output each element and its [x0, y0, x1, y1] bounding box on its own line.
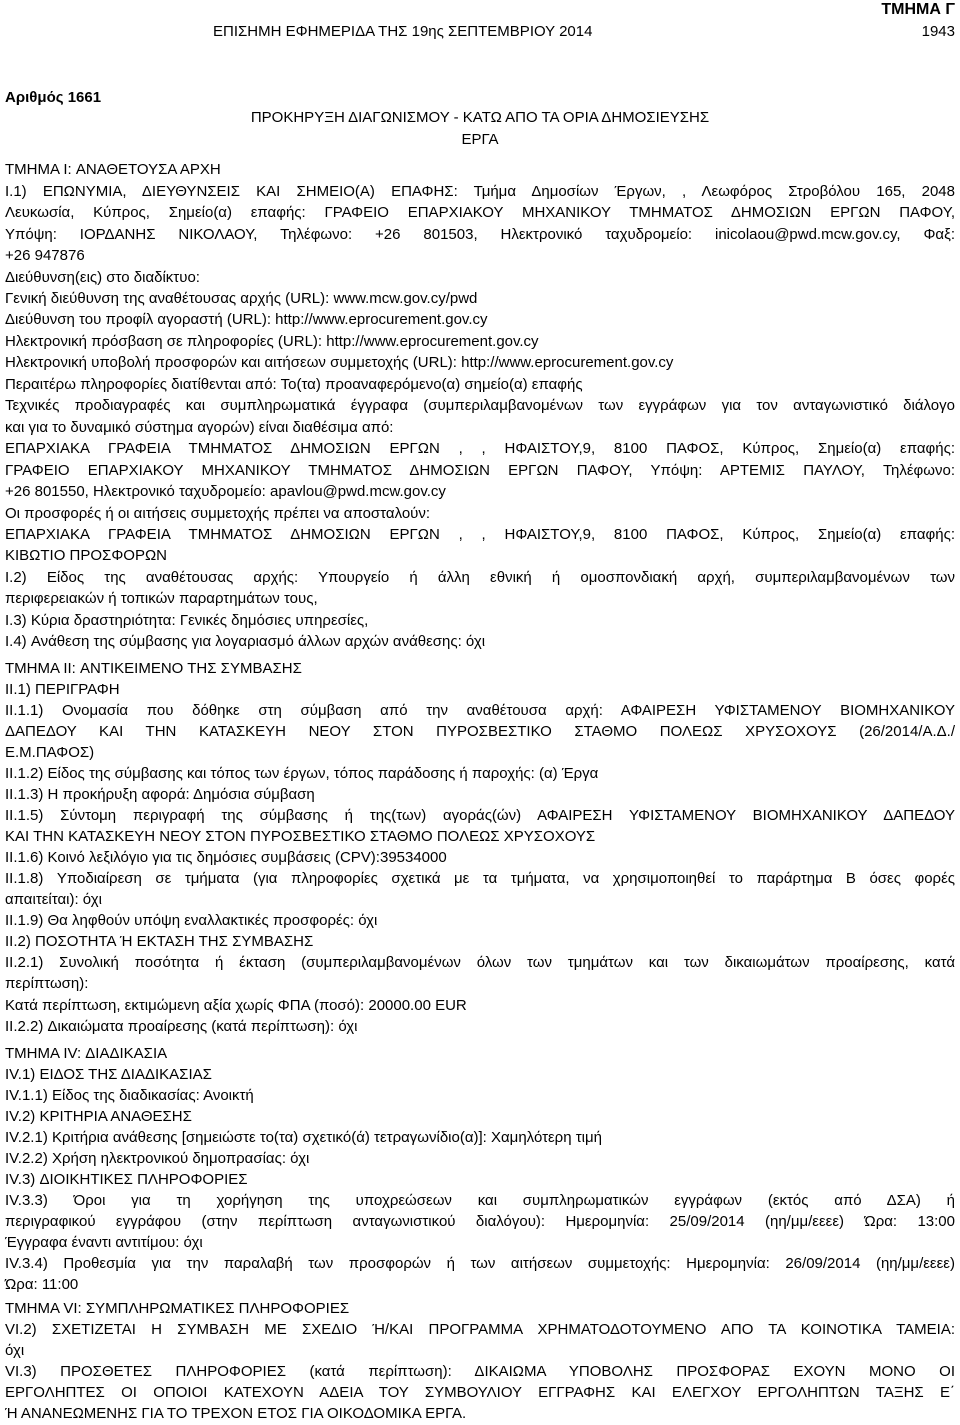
- section-complementary-information: [5, 1299, 955, 1424]
- section-contracting-authority: [5, 159, 955, 652]
- paragraph-line: II.2) ΠΟΣΟΤΗΤΑ Ή ΕΚΤΑΣΗ ΤΗΣ ΣΥΜΒΑΣΗΣ: [5, 933, 314, 951]
- paragraph-line: ΕΠΑΡΧΙΑΚΑ ΓΡΑΦΕΙΑ ΤΜΗΜΑΤΟΣ ΔΗΜΟΣΙΩΝ ΕΡΓΩΝ , , ΗΦΑΙΣΤΟΥ,9, 8100 ΠΑΦΟΣ, Κύπρος, Σημείο(α) επαφής:: [5, 526, 955, 543]
- paragraph-line: ΕΠΑΡΧΙΑΚΑ ΓΡΑΦΕΙΑ ΤΜΗΜΑΤΟΣ ΔΗΜΟΣΙΩΝ ΕΡΓΩΝ , , ΗΦΑΙΣΤΟΥ,9, 8100 ΠΑΦΟΣ, Κύπρος, Σημείο(α) επαφής:: [5, 440, 955, 458]
- paragraph-line: I.2) Είδος της αναθέτουσας αρχής: Υπουργείο ή άλλη εθνική ή ομοσπονδιακή αρχή, συμπεριλαμβανομένων των: [5, 568, 955, 586]
- paragraph-line: II.2.1) Συνολική ποσότητα ή έκταση (συμπεριλαμβανομένων όλων των τμημάτων και των δικαιωμάτων προαίρεσης, κατά: [5, 954, 955, 972]
- paragraph-line: II.1.2) Είδος της σύμβασης και τόπος των έργων, τόπος παράδοσης ή παροχής: (α) Έργα: [5, 764, 599, 782]
- paragraph-line: Περαιτέρω πληροφορίες διατίθενται από: Το(τα) προαναφερόμενο(α) σημείο(α) επαφής: [5, 375, 583, 393]
- paragraph-line: +26 947876: [5, 247, 85, 265]
- section-heading: ΤΜΗΜΑ VI: ΣΥΜΠΛΗΡΩΜΑΤΙΚΕΣ ΠΛΗΡΟΦΟΡΙΕΣ: [5, 1300, 350, 1317]
- paragraph-line: II.2.2) Δικαιώματα προαίρεσης (κατά περίπτωση): όχι: [5, 1017, 358, 1035]
- paragraph-line: II.1.6) Κοινό λεξιλόγιο για τις δημόσιες συμβάσεις (CPV):39534000: [5, 849, 447, 867]
- paragraph-line: IV.3.3) Όροι για τη χορήγηση της υποχρεώσεων και συμπληρωματικών εγγράφων (εκτός από ΔΣΑ) ή: [5, 1191, 955, 1209]
- paragraph-line: Γενική διεύθυνση της αναθέτουσας αρχής (URL): www.mcw.gov.cy/pwd: [5, 290, 478, 308]
- paragraph-line: +26 801550, Ηλεκτρονικό ταχυδρομείο: apavlou@pwd.mcw.gov.cy: [5, 483, 446, 501]
- paragraph-line: Ώρα: 11:00: [5, 1275, 79, 1293]
- notice-title-line: ΕΡΓΑ: [461, 131, 499, 148]
- paragraph-line: Ή ΑΝΑΝΕΩΜΕΝΗΣ ΓΙΑ ΤΟ ΤΡΕΧΟΝ ΕΤΟΣ ΓΙΑ ΟΙΚΟΔΟΜΙΚΑ ΕΡΓΑ.: [5, 1404, 467, 1422]
- paragraph-line: απαιτείται): όχι: [5, 891, 102, 909]
- paragraph-line: Λευκωσία, Κύπρος, Σημείο(α) επαφής: ΓΡΑΦΕΙΟ ΕΠΑΡΧΙΑΚΟΥ ΜΗΧΑΝΙΚΟΥ ΤΜΗΜΑΤΟΣ ΔΗΜΟΣΙΩΝ ΕΡΓΩΝ ΠΑΦΟΥ,: [5, 204, 955, 222]
- paragraph-line: περιφερειακών ή τοπικών παραρτημάτων τους,: [5, 590, 318, 608]
- paragraph-line: IV.3) ΔΙΟΙΚΗΤΙΚΕΣ ΠΛΗΡΟΦΟΡΙΕΣ: [5, 1170, 248, 1188]
- paragraph-line: ΓΡΑΦΕΙΟ ΕΠΑΡΧΙΑΚΟΥ ΜΗΧΑΝΙΚΟΥ ΤΜΗΜΑΤΟΣ ΔΗΜΟΣΙΩΝ ΕΡΓΩΝ ΠΑΦΟΥ, Υπόψη: ΑΡΤΕΜΙΣ ΠΑΥΛΟΥ, Τηλέφωνο:: [5, 461, 955, 479]
- paragraph-line: IV.2.1) Κριτήρια ανάθεσης [σημειώστε το(τα) σχετικό(ά) τετραγωνίδιο(α)]: Χαμηλότερη τιμή: [5, 1128, 602, 1146]
- notice-title-line: ΠΡΟΚΗΡΥΞΗ ΔΙΑΓΩΝΙΣΜΟΥ - ΚΑΤΩ ΑΠΟ ΤΑ ΟΡΙΑ ΔΗΜΟΣΙΕΥΣΗΣ: [250, 109, 710, 126]
- paragraph-line: Οι προσφορές ή οι αιτήσεις συμμετοχής πρέπει να αποσταλούν:: [5, 504, 431, 522]
- paragraph-line: Διεύθυνση του προφίλ αγοραστή (URL): http://www.eprocurement.gov.cy: [5, 311, 488, 329]
- section-heading: ΤΜΗΜΑ IV: ΔΙΑΔΙΚΑΣΙΑ: [5, 1044, 168, 1062]
- paragraph-line: I.3) Κύρια δραστηριότητα: Γενικές δημόσιες υπηρεσίες,: [5, 611, 369, 629]
- paragraph-line: Τεχνικές προδιαγραφές και συμπληρωματικά έγγραφα (συμπεριλαμβανομένων των εγγράφων για τον ανταγωνιστικό διάλογο: [5, 397, 955, 415]
- notice-number: Αριθμός 1661: [5, 89, 102, 106]
- paragraph-line: Ηλεκτρονική υποβολή προσφορών και αιτήσεων συμμετοχής (URL): http://www.eprocurement.gov.cy: [5, 354, 674, 372]
- paragraph-line: Ε.Μ.ΠΑΦΟΣ): [5, 743, 95, 761]
- paragraph-line: όχι: [5, 1341, 25, 1359]
- gazette-title: ΕΠΙΣΗΜΗ ΕΦΗΜΕΡΙΔΑ ΤΗΣ 19ης ΣΕΠΤΕΜΒΡΙΟΥ 2014: [213, 23, 593, 40]
- paragraph-line: περίπτωση):: [5, 975, 89, 993]
- section-heading: ΤΜΗΜΑ I: ΑΝΑΘΕΤΟΥΣΑ ΑΡΧΗ: [5, 161, 221, 179]
- paragraph-line: VI.2) ΣΧΕΤΙΖΕΤΑΙ Η ΣΥΜΒΑΣΗ ΜΕ ΣΧΕΔΙΟ Ή/ΚΑΙ ΠΡΟΓΡΑΜΜΑ ΧΡΗΜΑΤΟΔΟΤΟΥΜΕΝΟ ΑΠΟ ΤΑ ΚΟΙΝΟΤΙΚΑ ΤΑΜΕΙΑ:: [5, 1320, 955, 1338]
- paragraph-line: II.1.1) Ονομασία που δόθηκε στη σύμβαση από την αναθέτουσα αρχή: ΑΦΑΙΡΕΣΗ ΥΦΙΣΤΑΜΕΝΟΥ ΒΙΟΜΗΧΑΝΙΚΟΥ: [5, 701, 955, 719]
- paragraph-line: IV.1) ΕΙΔΟΣ ΤΗΣ ΔΙΑΔΙΚΑΣΙΑΣ: [5, 1065, 212, 1083]
- paragraph-line: IV.3.4) Προθεσμία για την παραλαβή των προσφορών ή των αιτήσεων συμμετοχής: Ημερομηνία: 26/09/2014 (ηη/μμ/εεεε): [5, 1254, 955, 1272]
- paragraph-line: ΔΑΠΕΔΟΥ ΚΑΙ ΤΗΝ ΚΑΤΑΣΚΕΥΗ ΝΕΟΥ ΣΤΟΝ ΠΥΡΟΣΒΕΣΤΙΚΟ ΣΤΑΘΜΟ ΠΟΛΕΩΣ ΧΡΥΣΟΧΟΥΣ (26/2014/Α.Δ./: [5, 722, 955, 740]
- paragraph-line: Διεύθυνση(εις) στο διαδίκτυο:: [5, 268, 200, 286]
- paragraph-line: ΕΡΓΟΛΗΠΤΕΣ ΟΙ ΟΠΟΙΟΙ ΚΑΤΕΧΟΥΝ ΑΔΕΙΑ ΤΟΥ ΣΥΜΒΟΥΛΙΟΥ ΕΓΓΡΑΦΗΣ ΚΑΙ ΕΛΕΓΧΟΥ ΕΡΓΟΛΗΠΤΩΝ ΤΑΞΗΣ Ε΄: [5, 1383, 955, 1401]
- paragraph-line: II.1) ΠΕΡΙΓΡΑΦΗ: [5, 680, 120, 698]
- paragraph-line: Κατά περίπτωση, εκτιμώμενη αξία χωρίς ΦΠΑ (ποσό): 20000.00 EUR: [5, 996, 467, 1014]
- paragraph-line: Υπόψη: ΙΟΡΔΑΝΗΣ ΝΙΚΟΛΑΟΥ, Τηλέφωνο: +26 801503, Ηλεκτρονικό ταχυδρομείο: inicolaou@pwd.mcw.gov.cy, Φαξ:: [5, 225, 955, 243]
- paragraph-line: IV.1.1) Είδος της διαδικασίας: Ανοικτή: [5, 1086, 254, 1104]
- paragraph-line: περιγραφικού εγγράφου (στην περίπτωση ανταγωνιστικού διαλόγου): Ημερομηνία: 25/09/2014 (ηη/μμ/εεεε) Ώρα: 13:00: [5, 1212, 955, 1230]
- paragraph-line: II.1.9) Θα ληφθούν υπόψη εναλλακτικές προσφορές: όχι: [5, 912, 378, 930]
- paragraph-line: IV.2.2) Χρήση ηλεκτρονικού δημοπρασίας: όχι: [5, 1149, 310, 1167]
- paragraph-line: Ηλεκτρονική πρόσβαση σε πληροφορίες (URL): http://www.eprocurement.gov.cy: [5, 332, 539, 350]
- page-number: 1943: [921, 23, 955, 40]
- paragraph-line: VI.3) ΠΡΟΣΘΕΤΕΣ ΠΛΗΡΟΦΟΡΙΕΣ (κατά περίπτωση): ΔΙΚΑΙΩΜΑ ΥΠΟΒΟΛΗΣ ΠΡΟΣΦΟΡΑΣ ΕΧΟΥΝ ΜΟΝΟ ΟΙ: [5, 1362, 955, 1380]
- paragraph-line: II.1.3) Η προκήρυξη αφορά: Δημόσια σύμβαση: [5, 785, 315, 803]
- gazette-section-label: ΤΜΗΜΑ Γ: [881, 1, 955, 18]
- paragraph-line: I.1) ΕΠΩΝΥΜΙΑ, ΔΙΕΥΘΥΝΣΕΙΣ ΚΑΙ ΣΗΜΕΙΟ(Α) ΕΠΑΦΗΣ: Τμήμα Δημοσίων Έργων, , Λεωφόρος Στροβόλου 165, 2048: [5, 182, 955, 200]
- paragraph-line: Έγγραφα έναντι αντιτίμου: όχι: [5, 1233, 203, 1251]
- paragraph-line: I.4) Ανάθεση της σύμβασης για λογαριασμό άλλων αρχών ανάθεσης: όχι: [5, 633, 486, 651]
- section-procedure: [5, 1043, 955, 1295]
- section-object-of-contract: [5, 658, 955, 1037]
- section-heading: ΤΜΗΜΑ II: ΑΝΤΙΚΕΙΜΕΝΟ ΤΗΣ ΣΥΜΒΑΣΗΣ: [5, 659, 302, 677]
- paragraph-line: IV.2) ΚΡΙΤΗΡΙΑ ΑΝΑΘΕΣΗΣ: [5, 1107, 192, 1125]
- paragraph-line: και για το δυναμικό σύστημα αγορών) είναι διαθέσιμα από:: [5, 418, 394, 436]
- paragraph-line: II.1.5) Σύντομη περιγραφή της σύμβασης ή της(των) αγοράς(ών) ΑΦΑΙΡΕΣΗ ΥΦΙΣΤΑΜΕΝΟΥ ΒΙΟΜΗΧΑΝΙΚΟΥ ΔΑΠΕΔΟΥ: [5, 806, 955, 824]
- paragraph-line: ΚΑΙ ΤΗΝ ΚΑΤΑΣΚΕΥΗ ΝΕΟΥ ΣΤΟΝ ΠΥΡΟΣΒΕΣΤΙΚΟ ΣΤΑΘΜΟ ΠΟΛΕΩΣ ΧΡΥΣΟΧΟΥΣ: [5, 828, 596, 845]
- paragraph-line: ΚΙΒΩΤΙΟ ΠΡΟΣΦΟΡΩΝ: [5, 547, 168, 565]
- paragraph-line: II.1.8) Υποδιαίρεση σε τμήματα (για πληροφορίες σχετικά με τα τμήματα, να χρησιμοποιηθεί το παράρτημα Β όσες φορές: [5, 870, 955, 888]
